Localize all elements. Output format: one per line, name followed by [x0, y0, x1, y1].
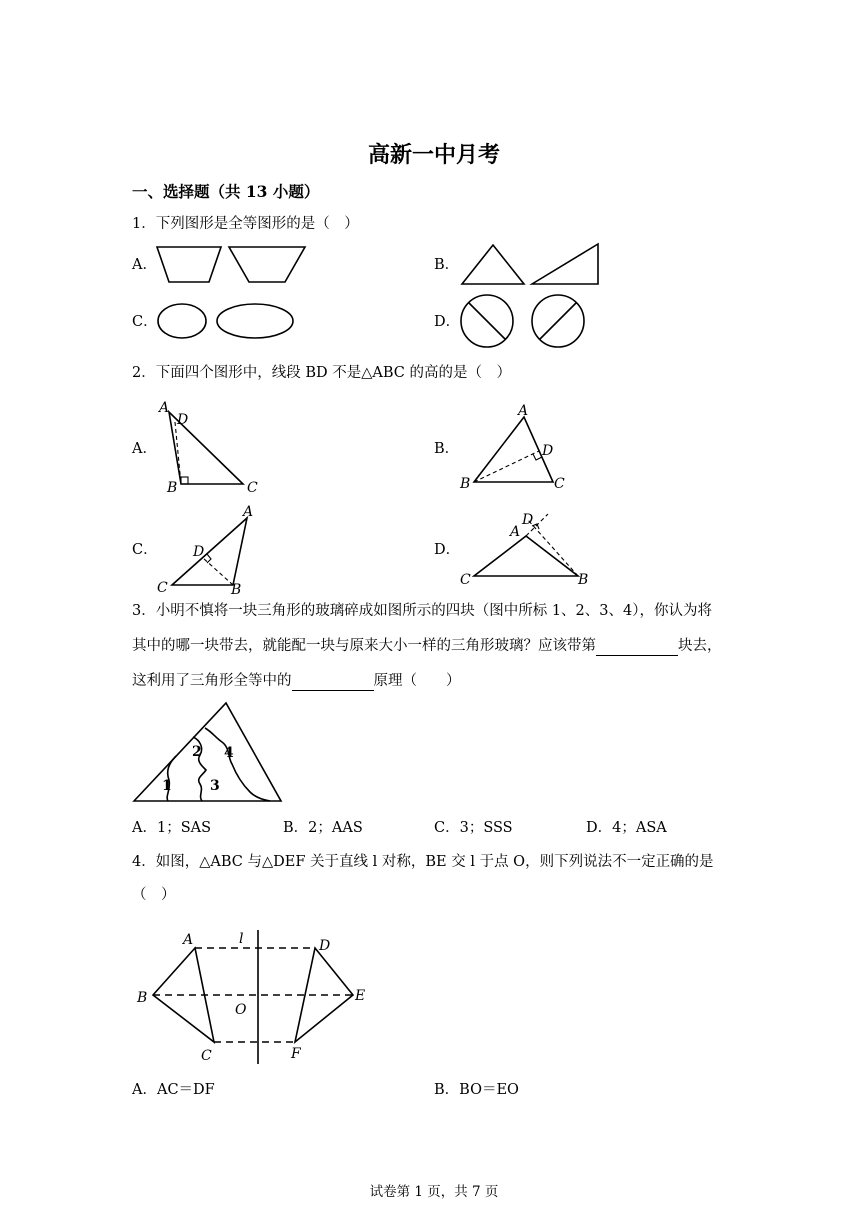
- trapezoid-shape: [229, 247, 305, 282]
- point-label-e: E: [355, 988, 366, 1004]
- page-title: 高新一中月考: [367, 142, 500, 168]
- point-label-f: F: [291, 1046, 301, 1062]
- point-label-d: D: [319, 938, 331, 954]
- point-label-a: A: [510, 524, 521, 540]
- point-label-a: A: [183, 932, 194, 948]
- q3-line-2-tail: 块去，: [678, 638, 722, 654]
- piece-label-4: 4: [224, 745, 234, 761]
- triangle-shape: [462, 245, 524, 284]
- page-footer: 试卷第 1 页，共 7 页: [369, 1184, 499, 1200]
- line-label-l: l: [239, 931, 244, 947]
- piece-label-1: 1: [162, 778, 172, 794]
- q1-option-a-figure: [155, 244, 305, 286]
- q3-line-3-tail: 原理（ ）: [373, 673, 461, 689]
- point-label-b: B: [231, 582, 242, 598]
- q1-option-d-figure: [460, 294, 586, 350]
- point-label-o: O: [235, 1002, 247, 1018]
- q4-line-2: （ ）: [132, 887, 176, 903]
- q4-option-b[interactable]: B．BO＝EO: [434, 1082, 519, 1098]
- point-label-c: C: [157, 580, 168, 596]
- q1-option-d-label[interactable]: D．: [434, 314, 461, 330]
- q2-option-b-figure: [458, 400, 578, 494]
- ellipse-shape: [217, 304, 293, 338]
- q2-option-c-label[interactable]: C．: [132, 542, 158, 558]
- q2-option-c-figure: [155, 502, 265, 596]
- q1-option-a-label[interactable]: A．: [132, 257, 157, 273]
- q2-option-d-label[interactable]: D．: [434, 542, 461, 558]
- q3-option-c[interactable]: C．3；SSS: [434, 820, 513, 836]
- answer-blank-principle[interactable]: [292, 672, 374, 691]
- segment-bd: [474, 451, 539, 482]
- q3-option-b[interactable]: B．2；AAS: [283, 820, 363, 836]
- q3-line-2-text: 其中的哪一块带去，就能配一块与原来大小一样的三角形玻璃？应该带第: [132, 638, 596, 654]
- triangle-abc: [172, 518, 247, 585]
- point-label-a: A: [518, 403, 529, 419]
- q2-stem: 2．下面四个图形中，线段 BD 不是△ABC 的高的是（ ）: [132, 365, 511, 381]
- point-label-c: C: [554, 476, 565, 492]
- right-triangle-shape: [532, 244, 598, 284]
- q2-option-d-figure: [456, 506, 596, 590]
- trapezoid-shape: [157, 247, 221, 282]
- q1-option-b-figure: [460, 242, 600, 286]
- piece-label-3: 3: [210, 778, 220, 794]
- q1-option-b-label[interactable]: B．: [434, 257, 460, 273]
- q3-option-a[interactable]: A．1；SAS: [132, 820, 212, 836]
- q3-line-1: 3．小明不慎将一块三角形的玻璃碎成如图所示的四块（图中所标 1、2、3、4），你认为将: [132, 603, 712, 619]
- point-label-d: D: [177, 412, 189, 428]
- q3-line-3: [132, 672, 461, 691]
- point-label-d: D: [522, 512, 534, 528]
- answer-blank-piece[interactable]: [596, 637, 678, 656]
- q4-option-a[interactable]: A．AC＝DF: [132, 1082, 215, 1098]
- glass-triangle-outline: [134, 703, 281, 801]
- right-angle-mark: [181, 477, 188, 484]
- point-label-b: B: [167, 480, 178, 496]
- q1-option-c-figure: [158, 302, 296, 342]
- right-angle-mark: [207, 554, 211, 563]
- point-label-b: B: [578, 572, 589, 588]
- piece-label-2: 2: [192, 744, 202, 760]
- segment-bd-extended: [528, 520, 578, 576]
- q2-option-b-label[interactable]: B．: [434, 441, 460, 457]
- q2-option-a-label[interactable]: A．: [132, 441, 157, 457]
- point-label-b: B: [460, 476, 471, 492]
- q1-option-c-label[interactable]: C．: [132, 314, 158, 330]
- broken-glass-triangle-figure: [132, 700, 284, 804]
- point-label-d: D: [193, 544, 205, 560]
- q3-option-d[interactable]: D．4；ASA: [586, 820, 667, 836]
- point-label-b: B: [137, 990, 148, 1006]
- q1-stem: 1．下列图形是全等图形的是（ ）: [132, 216, 359, 232]
- point-label-a: A: [159, 400, 170, 416]
- q4-line-1: 4．如图，△ABC 与△DEF 关于直线 l 对称，BE 交 l 于点 O，则下列说法不一定正确的是: [132, 854, 714, 870]
- triangle-abc: [474, 536, 578, 576]
- q2-option-a-figure: [155, 398, 265, 496]
- q3-line-3-text: 这利用了三角形全等中的: [132, 673, 292, 689]
- circle-chord: [540, 303, 576, 339]
- ellipse-shape: [158, 304, 206, 338]
- section-heading: 一、选择题（共 13 小题）: [132, 182, 320, 201]
- q3-line-2: [132, 637, 722, 656]
- point-label-c: C: [460, 572, 471, 588]
- point-label-c: C: [201, 1048, 212, 1064]
- point-label-a: A: [243, 504, 254, 520]
- point-label-c: C: [247, 480, 258, 496]
- symmetry-figure: [135, 924, 375, 1066]
- circle-chord: [469, 303, 505, 339]
- point-label-d: D: [542, 443, 554, 459]
